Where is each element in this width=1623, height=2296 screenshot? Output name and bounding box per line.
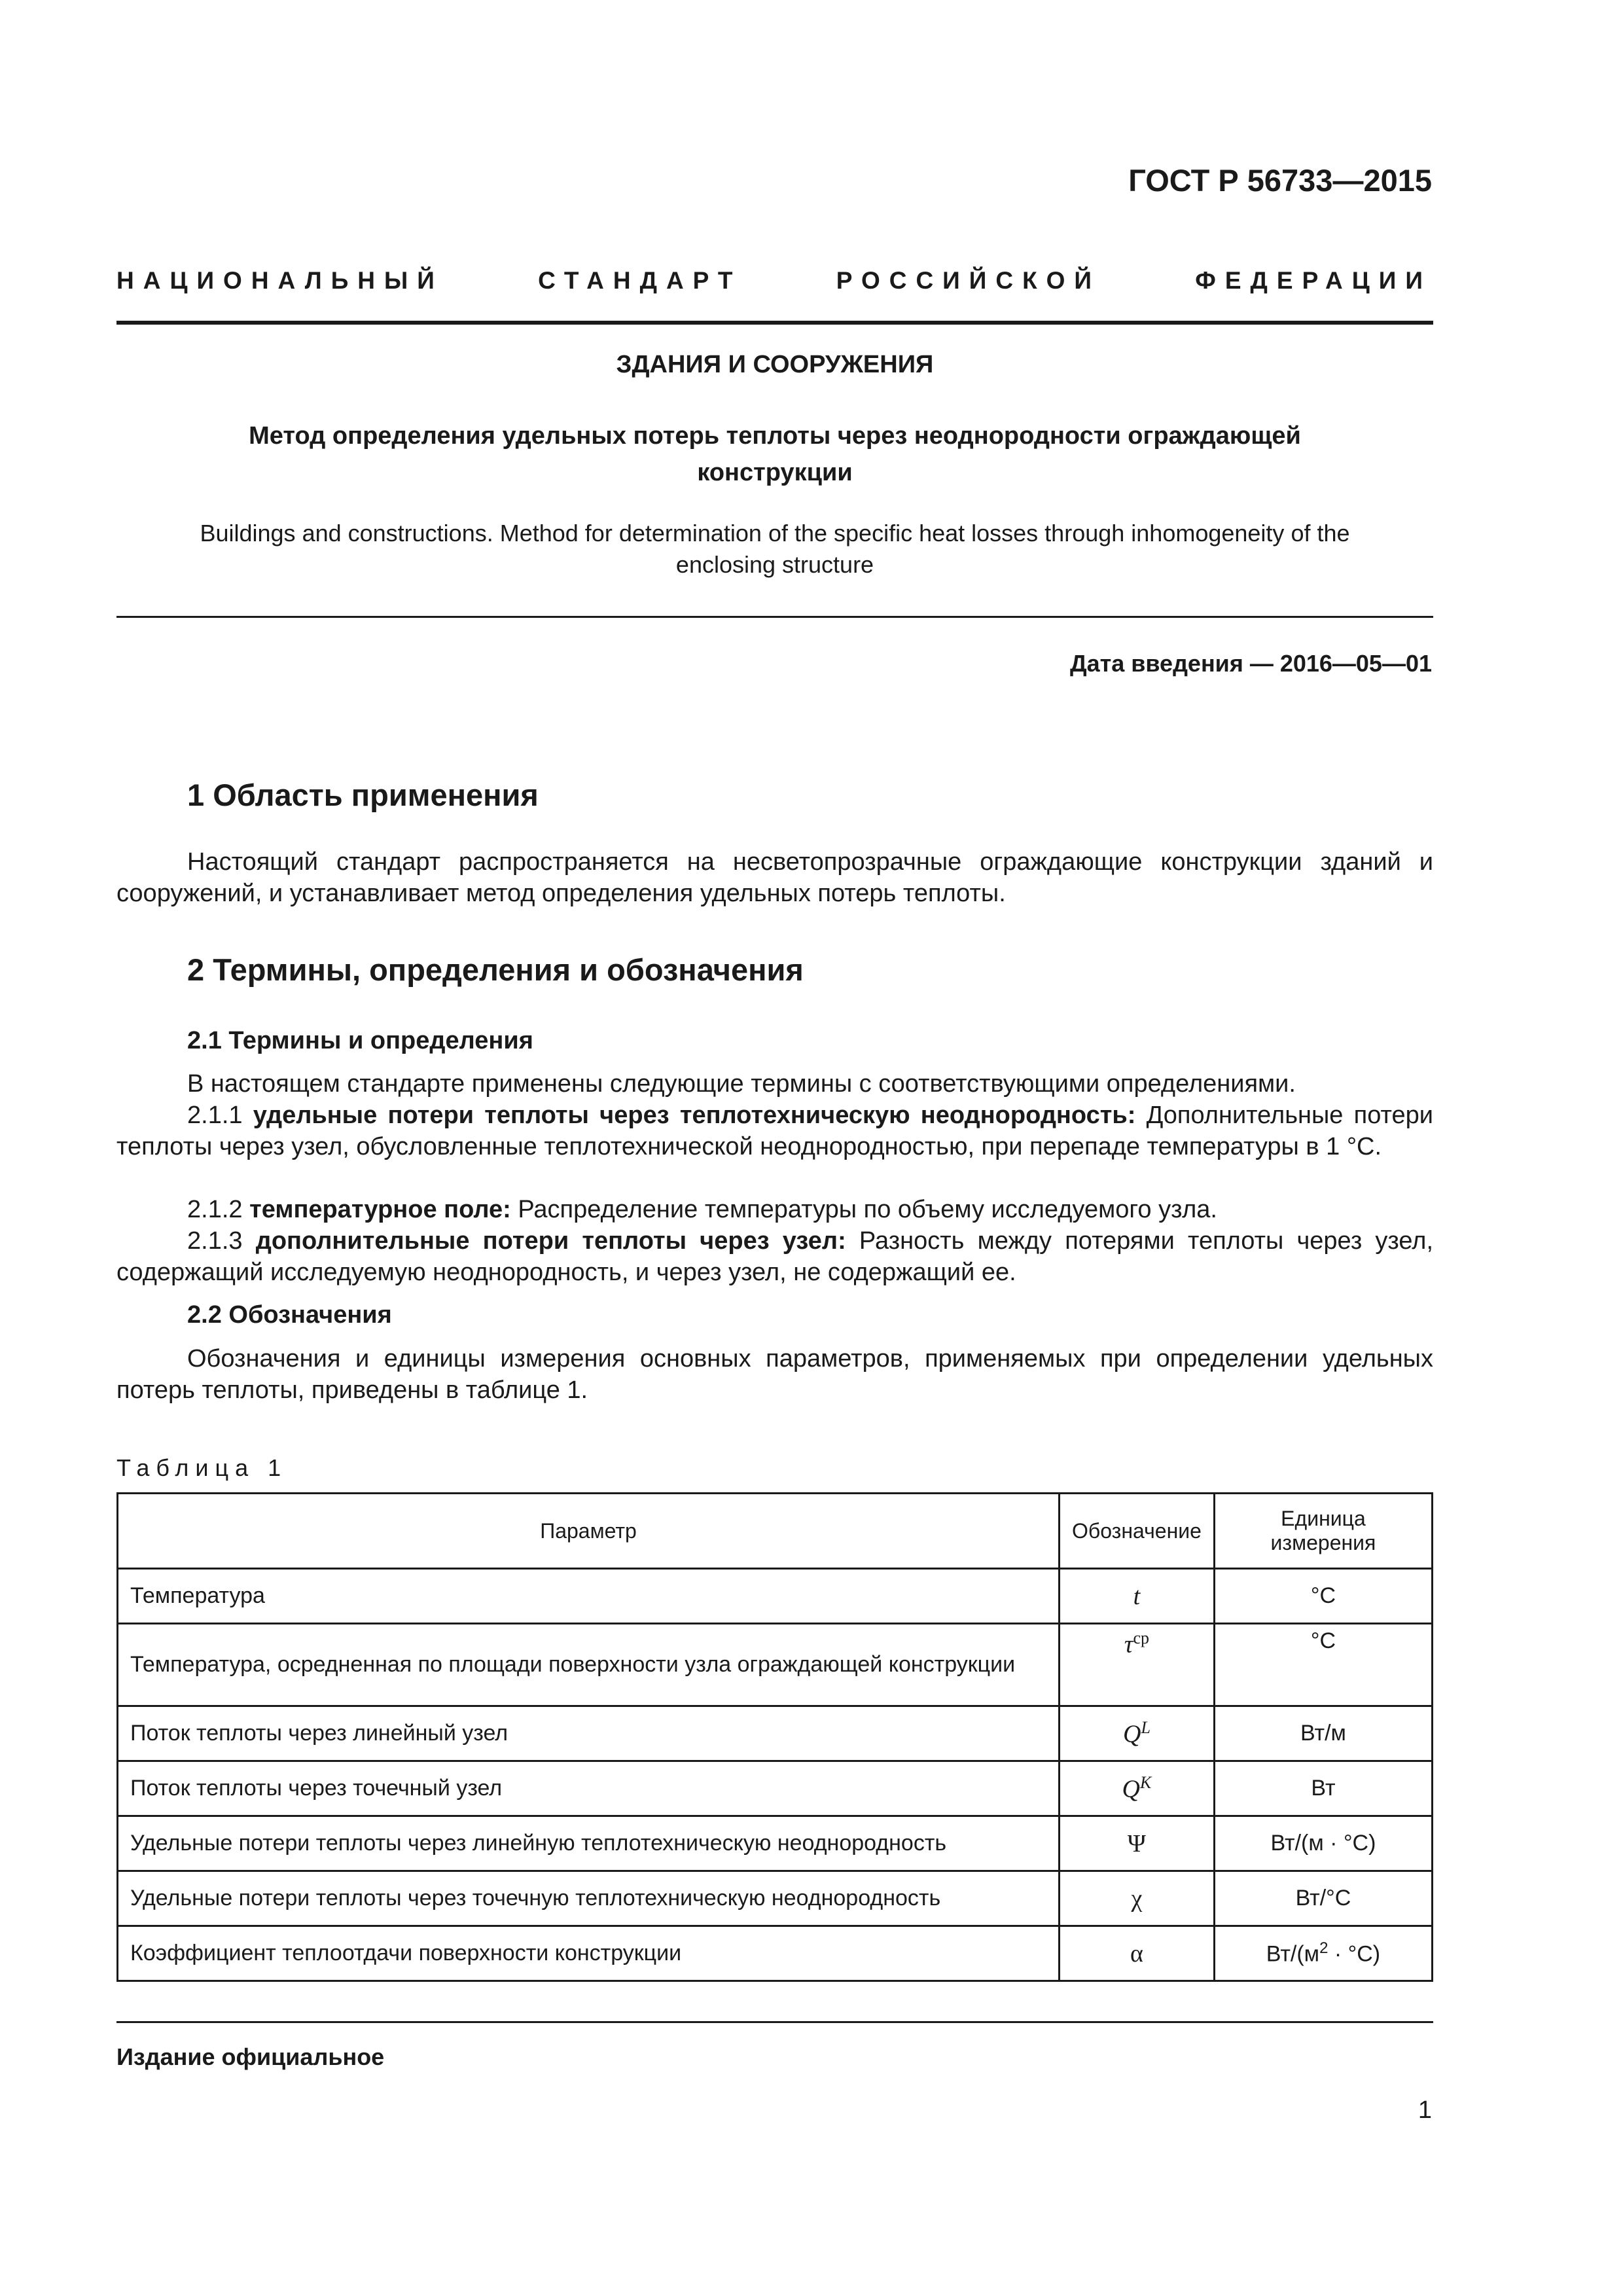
unit-cell: °C <box>1214 1569 1432 1624</box>
unit-cell: $Вт/(м^2 \cdot ^\circ C)$ <box>1214 1926 1432 1981</box>
section-2-2-text: Обозначения и единицы измерения основных параметров, применяемых при определении удельных потерь теплоты, приведены в таблице 1. <box>116 1345 1433 1404</box>
national-title-word: НАЦИОНАЛЬНЫЙ <box>116 267 444 294</box>
official-edition-label: Издание официальное <box>116 2043 385 2070</box>
term-definition: Дополнительные потери теплоты через узел, обусловленные теплотехнической неоднородностью, при перепаде температуры в 1 °С. <box>116 1102 1434 1160</box>
unit-cell: Вт/°C <box>1214 1871 1432 1926</box>
symbol-cell: t <box>1060 1569 1215 1624</box>
section-2-1-intro: В настоящем стандарте применены следующие термины с соответствующими определениями. <box>187 1070 1296 1098</box>
header-parameter: Параметр <box>118 1494 1060 1569</box>
document-code: ГОСТ Р 56733—2015 <box>1128 163 1432 198</box>
param-cell: Поток теплоты через точечный узел <box>118 1761 1060 1816</box>
term-2-1-1: 2.1.1 удельные потери теплоты через теплотехническую неоднородность: Дополнительные потери теплоты через узел, обусловленные теплотехнической неоднородностью, при перепаде температуры в 1 °С. <box>116 1102 1434 1160</box>
subtitle-line: конструкции <box>697 459 853 486</box>
symbol-cell: α <box>1060 1926 1215 1981</box>
symbol-cell: $\tau^{ср}$ <box>1060 1624 1215 1706</box>
section-1-text: Настоящий стандарт распространяется на несветопрозрачные ограждающие конструкции зданий и сооружений, и устанавливает метод определения удельных потерь теплоты. <box>116 848 1433 907</box>
english-title <box>116 518 1433 581</box>
unit-cell: Вт/м <box>1214 1706 1432 1761</box>
english-title-line: Buildings and constructions. Method for determination of the specific heat losses through inhomogeneity of the <box>200 520 1350 547</box>
symbols-table <box>116 1492 1433 1982</box>
symbol-cell: $Q^L$ <box>1060 1706 1215 1761</box>
subtitle-line: Метод определения удельных потерь теплоты через неоднородности ограждающей <box>249 422 1301 450</box>
national-standard-title <box>116 267 1432 295</box>
table-row <box>118 1761 1433 1816</box>
param-cell: Удельные потери теплоты через линейную теплотехническую неоднородность <box>118 1816 1060 1871</box>
english-title-line: enclosing structure <box>675 551 874 578</box>
term-name: температурное поле: <box>249 1196 511 1223</box>
symbol-cell: Ψ <box>1060 1816 1215 1871</box>
section-1-heading: 1 Область применения <box>187 778 539 812</box>
symbol-cell: $Q^K$ <box>1060 1761 1215 1816</box>
term-definition: Распределение температуры по объему исследуемого узла. <box>518 1196 1217 1223</box>
table-row <box>118 1926 1433 1981</box>
section-2-heading: 2 Термины, определения и обозначения <box>187 952 804 987</box>
table-row <box>118 1706 1433 1761</box>
param-cell: Коэффициент теплоотдачи поверхности конструкции <box>118 1926 1060 1981</box>
table-row <box>118 1569 1433 1624</box>
table-header-row <box>118 1494 1433 1569</box>
table-row <box>118 1816 1433 1871</box>
standard-subtitle <box>116 418 1433 491</box>
term-name: удельные потери теплоты через теплотехническую неоднородность: <box>253 1102 1136 1129</box>
introduction-date: Дата введения — 2016—05—01 <box>1069 650 1432 677</box>
table-row <box>118 1871 1433 1926</box>
unit-cell: Вт/(м · °C) <box>1214 1816 1432 1871</box>
term-2-1-2: 2.1.2 температурное поле: Распределение температуры по объему исследуемого узла. <box>187 1196 1217 1223</box>
national-title-word: РОССИЙСКОЙ <box>836 267 1101 294</box>
param-cell: Поток теплоты через линейный узел <box>118 1706 1060 1761</box>
section-2-2-heading: 2.2 Обозначения <box>187 1301 392 1329</box>
header-unit: Единица измерения <box>1214 1494 1432 1569</box>
title-bottom-divider <box>116 616 1433 618</box>
term-definition: Разность между потерями теплоты через узел, содержащий исследуемую неоднородность, и через узел, не содержащий ее. <box>116 1227 1434 1286</box>
national-title-word: ФЕДЕРАЦИИ <box>1195 267 1432 294</box>
table-row <box>118 1624 1433 1706</box>
param-cell: Температура <box>118 1569 1060 1624</box>
term-name: дополнительные потери теплоты через узел: <box>255 1227 846 1255</box>
section-2-1-heading: 2.1 Термины и определения <box>187 1027 533 1054</box>
table-caption: Таблица 1 <box>116 1454 288 1481</box>
header-symbol: Обозначение <box>1060 1494 1215 1569</box>
param-cell: Температура, осредненная по площади поверхности узла ограждающей конструкции <box>118 1624 1060 1706</box>
term-2-1-3: 2.1.3 дополнительные потери теплоты через узел: Разность между потерями теплоты через узел, содержащий исследуемую неоднородность, и через узел, не содержащий ее. <box>116 1227 1434 1286</box>
symbol-cell: χ <box>1060 1871 1215 1926</box>
param-cell: Удельные потери теплоты через точечную теплотехническую неоднородность <box>118 1871 1060 1926</box>
title-divider <box>116 321 1433 325</box>
footer-divider <box>116 2021 1433 2023</box>
national-title-word: СТАНДАРТ <box>538 267 742 294</box>
unit-cell: °C <box>1214 1624 1432 1706</box>
page-number: 1 <box>1418 2096 1432 2124</box>
standard-main-title: ЗДАНИЯ И СООРУЖЕНИЯ <box>616 351 934 378</box>
unit-cell: Вт <box>1214 1761 1432 1816</box>
